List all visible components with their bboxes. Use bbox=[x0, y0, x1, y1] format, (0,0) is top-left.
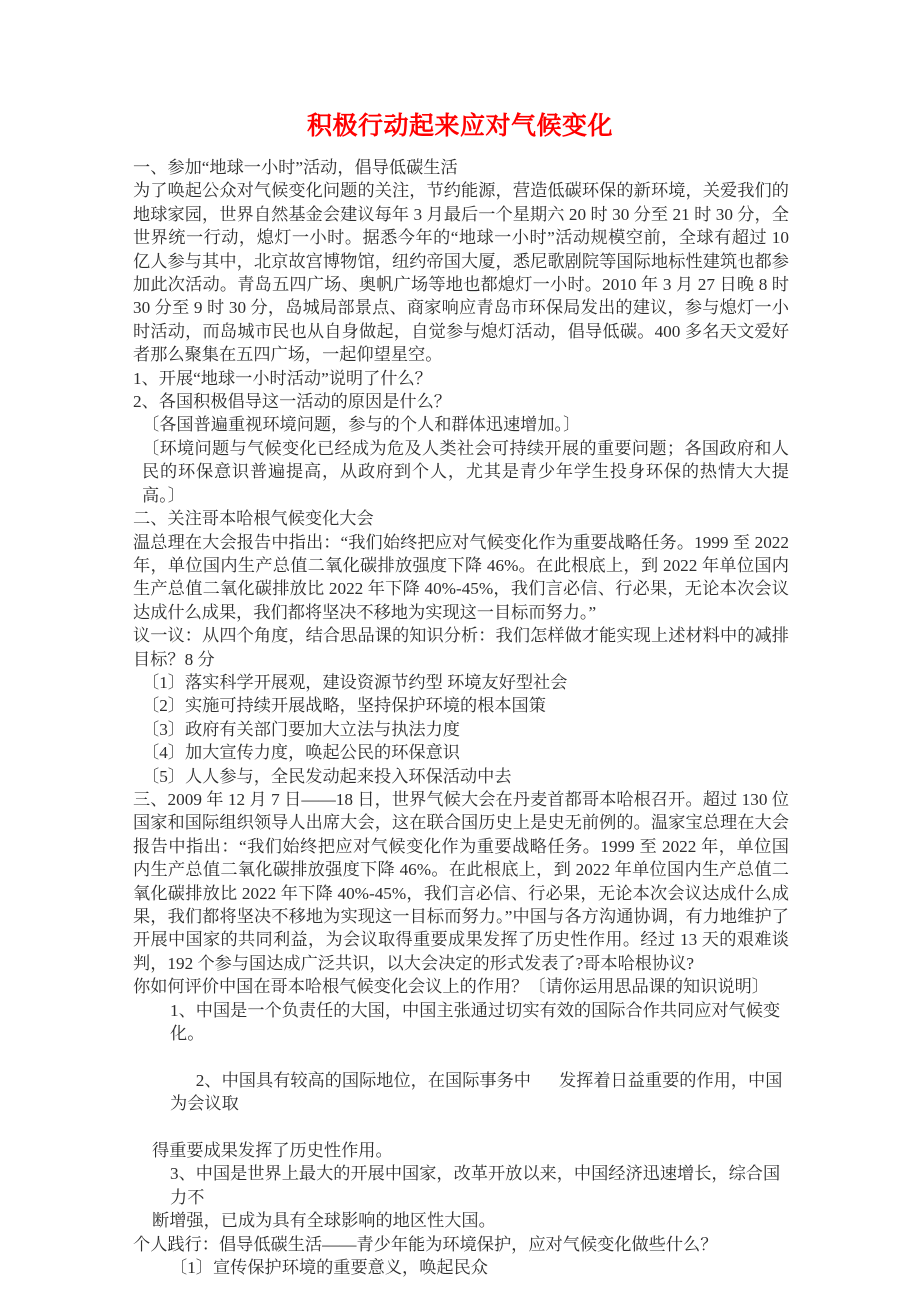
section-3-item-3-continuation: 断增强，已成为具有全球影响的地区性大国。 bbox=[152, 1211, 496, 1231]
section-3-item-2-first-clause: 2、中国具有较高的国际地位，在国际事务中 bbox=[195, 1070, 531, 1090]
section-2-item: 〔1〕落实科学开展观，建设资源节约型 环境友好型社会 bbox=[142, 672, 568, 692]
section-2-item: 〔4〕加大宣传力度，唤起公民的环保意识 bbox=[142, 743, 460, 763]
section-1-question-1: 1、开展“地球一小时活动”说明了什么？ bbox=[133, 368, 432, 388]
section-1-answer-2: 〔环境问题与气候变化已经成为危及人类社会可持续开展的重要问题；各国政府和人民的环保意识普遍提高，从政府到个人，尤其是青少年学生投身环保的热情大大提高。〕 bbox=[142, 438, 789, 505]
section-2-item: 〔2〕实施可持续开展战略，坚持保护环境的根本国策 bbox=[142, 696, 546, 716]
section-1-answer-1: 〔各国普遍重视环境问题，参与的个人和群体迅速增加。〕 bbox=[142, 415, 581, 435]
document-body bbox=[133, 156, 794, 1280]
section-1-paragraph: 为了唤起公众对气候变化问题的关注，节约能源，营造低碳环保的新环境，关爱我们的地球家园，世界自然基金会建议每年 3 月最后一个星期六 20 时 30 分至 21 时 30 分，全世界统一行动，熄灯一小时。据悉今年的“地球一小时”活动规模空前，全球有超过 10 亿人参与其中，北京故宫博物馆，纽约帝国大厦，悉尼歌剧院等国际地标性建筑也都参加此次活动。青岛五四广场、奥帆广场等地也都熄灯一小时。2010 年 3 月 27 日晚 8 时 30 分至 9 时 30 分，岛城局部景点、商家响应青岛市环保局发出的建议，参与熄灯一小时活动，而岛城市民也从自身做起，自觉参与熄灯活动，倡导低碳。400 多名天文爱好者那么聚集在五四广场，一起仰望星空。 bbox=[133, 181, 794, 365]
section-2-item: 〔5〕人人参与，全民发动起来投入环保活动中去 bbox=[142, 766, 512, 786]
page-title: 积极行动起来应对气候变化 bbox=[306, 113, 613, 140]
section-1-heading: 一、参加“地球一小时”活动，倡导低碳生活 bbox=[133, 158, 458, 177]
section-4-prompt: 个人践行：倡导低碳生活——青少年能为环境保护，应对气候变化做些什么？ bbox=[133, 1234, 718, 1254]
section-2-paragraph: 温总理在大会报告中指出：“我们始终把应对气候变化作为重要战略任务。1999 至 2022 年，单位国内生产总值二氧化碳排放强度下降 46%。在此根底上，到 2022 年单位国内生产总值二氧化碳排放比 2022 年下降 40%-45%，我们言必信、行必果，无论本次会议达成什么成果，我们都将坚决不移地为实现这一目标而努力。” bbox=[133, 532, 794, 622]
section-4-item-1: 〔1〕宣传保护环境的重要意义，唤起民众 bbox=[170, 1258, 488, 1278]
section-1-question-2: 2、各国积极倡导这一活动的原因是什么？ bbox=[133, 392, 451, 412]
section-3-item-3: 3、中国是世界上最大的开展中国家，改革开放以来，中国经济迅速增长，综合国力不 bbox=[170, 1164, 781, 1207]
section-3-item-1: 1、中国是一个负责任的大国，中国主张通过切实有效的国际合作共同应对气候变化。 bbox=[170, 1000, 781, 1044]
section-2-prompt: 议一议：从四个角度，结合思品课的知识分析：我们怎样做才能实现上述材料中的减排目标？8 分 bbox=[133, 626, 789, 669]
section-3-item-2 bbox=[133, 1045, 789, 1139]
section-3-paragraph: 三、2009 年 12 月 7 日——18 日，世界气候大会在丹麦首都哥本哈根召开。超过 130 位国家和国际组织领导人出席大会，这在联合国历史上是史无前例的。温家宝总理在大会报告中指出：“我们始终把应对气候变化作为重要战略任务。1999 至 2022 年，单位国内生产总值二氧化碳排放强度下降 46%。在此根底上，到 2022 年单位国内生产总值二氧化碳排放比 2022 年下降 40%-45%，我们言必信、行必果，无论本次会议达成什么成果，我们都将坚决不移地为实现这一目标而努力。”中国与各方沟通协调，有力地维护了开展中国家的共同利益，为会议取得重要成果发挥了历史性作用。经过 13 天的艰难谈判，192 个参与国达成广泛共识，以大会决定的形式发表了?哥本哈根协议? bbox=[133, 789, 789, 973]
section-3-item-2-continuation: 得重要成果发挥了历史性作用。 bbox=[152, 1141, 393, 1161]
section-3-item-2-second-clause: 发挥着日益重要的作用，中国为会议取 bbox=[170, 1070, 783, 1114]
section-2-item: 〔3〕政府有关部门要加大立法与执法力度 bbox=[142, 719, 460, 739]
section-2-heading: 二、关注哥本哈根气候变化大会 bbox=[133, 509, 374, 529]
section-3-prompt: 你如何评价中国在哥本哈根气候变化会议上的作用？〔请你运用思品课的知识说明〕 bbox=[133, 977, 769, 997]
